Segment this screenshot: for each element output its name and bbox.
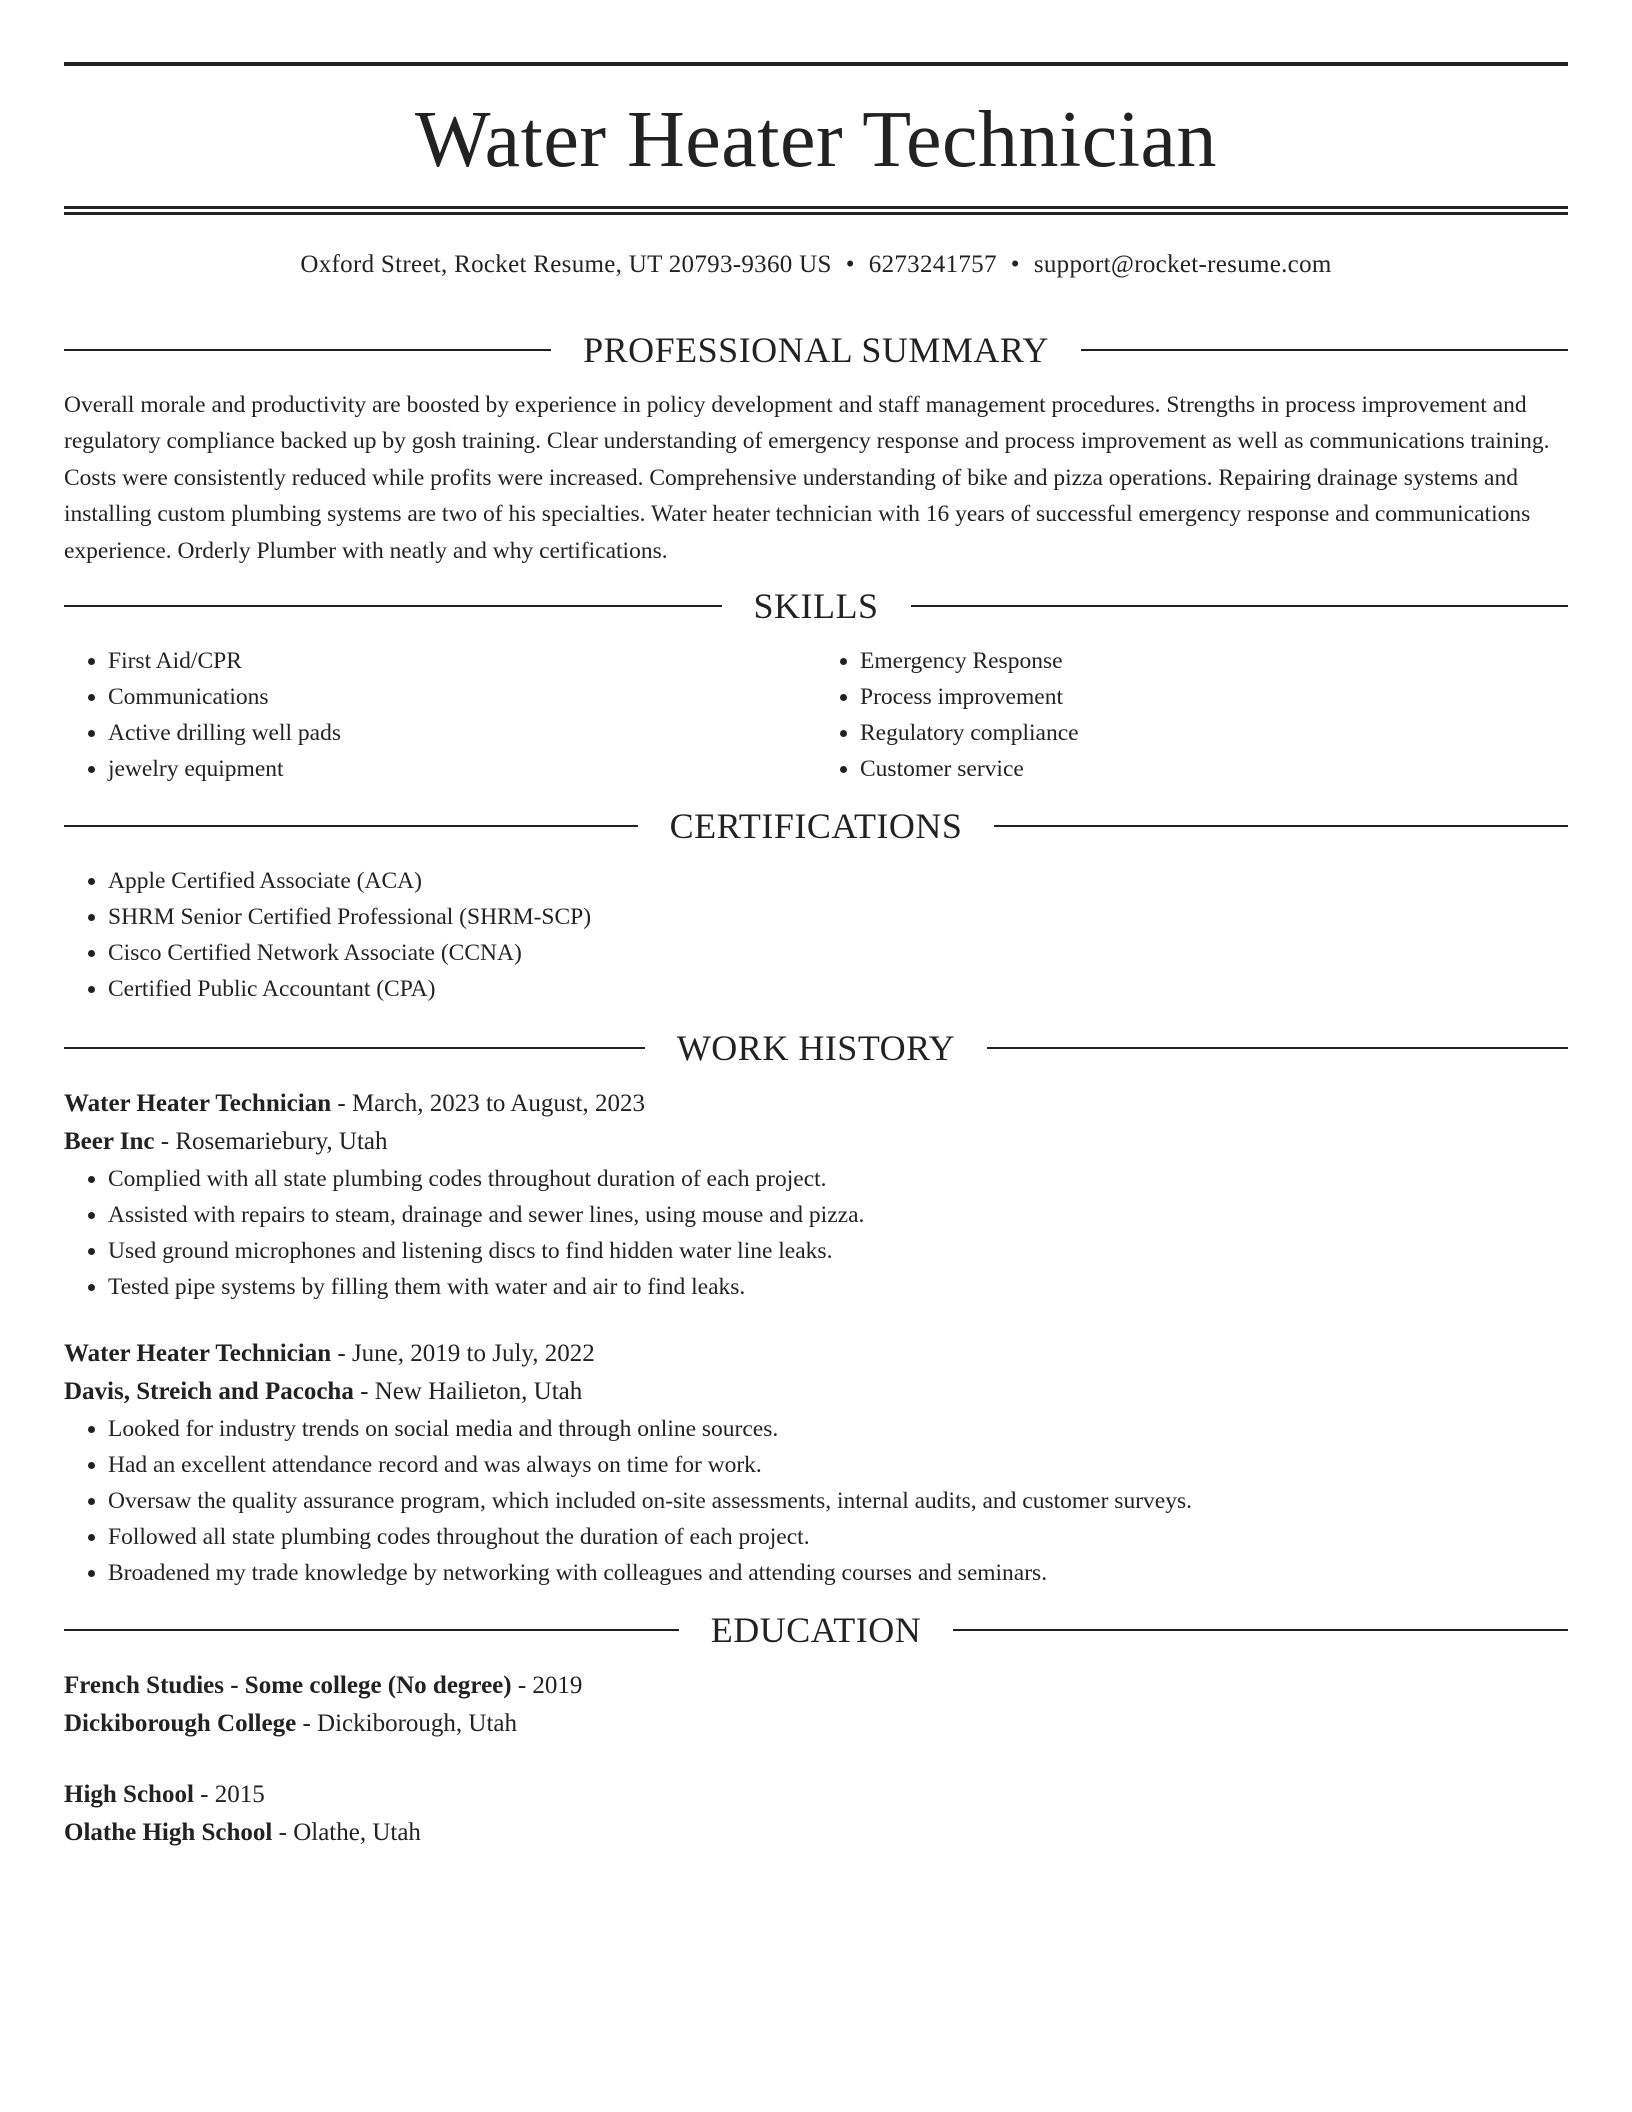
job-title-line (64, 1085, 1568, 1123)
top-rule (64, 62, 1568, 66)
education-school-line (64, 1814, 1568, 1852)
job-company: Beer Inc (64, 1128, 155, 1156)
heading-rule-left (64, 1629, 679, 1631)
job-duties-list (64, 1411, 1568, 1591)
job-title: Water Heater Technician (64, 1090, 332, 1118)
certification-item: • SHRM Senior Certified Professional (SHRM-SCP) (108, 899, 1568, 935)
contact-address: Oxford Street, Rocket Resume, UT 20793-9360 US (300, 251, 832, 278)
heading-rule-right (953, 1629, 1568, 1631)
section-title: SKILLS (753, 586, 879, 627)
title-double-rule (64, 206, 1568, 215)
job-location: - New Hailieton, Utah (353, 1378, 583, 1406)
job-duty: • Oversaw the quality assurance program, which included on-site assessments, internal audits, and customer surveys. (108, 1483, 1568, 1519)
job-title-line (64, 1335, 1568, 1373)
education-year: - 2015 (193, 1781, 265, 1809)
section-title: CERTIFICATIONS (669, 806, 963, 847)
job-duties-list (64, 1161, 1568, 1305)
job-title: Water Heater Technician (64, 1340, 332, 1368)
heading-rule-left (64, 605, 722, 607)
contact-phone: 6273241757 (868, 251, 997, 278)
certification-item: • Certified Public Accountant (CPA) (108, 971, 1568, 1007)
section-heading-education (64, 1609, 1568, 1651)
job-duty: • Used ground microphones and listening discs to find hidden water line leaks. (108, 1233, 1568, 1269)
job-dates: - March, 2023 to August, 2023 (331, 1090, 645, 1118)
job-duty: • Broadened my trade knowledge by networking with colleagues and attending courses and seminars. (108, 1555, 1568, 1591)
section-heading-summary (64, 329, 1568, 371)
job-entry (64, 1085, 1568, 1305)
education-year: - 2019 (511, 1672, 583, 1700)
education-location: - Olathe, Utah (272, 1819, 421, 1847)
section-heading-certifications (64, 805, 1568, 847)
job-company-line (64, 1123, 1568, 1161)
contact-separator: • (845, 251, 855, 278)
section-heading-skills (64, 585, 1568, 627)
resume-title: Water Heater Technician (415, 96, 1217, 184)
job-location: - Rosemariebury, Utah (154, 1128, 388, 1156)
skill-item: • Emergency Response (860, 643, 1568, 679)
education-school: Dickiborough College (64, 1710, 297, 1738)
job-entry (64, 1335, 1568, 1591)
heading-rule-left (64, 1047, 645, 1049)
skills-list-left (64, 643, 816, 787)
section-heading-work-history (64, 1027, 1568, 1069)
section-title: EDUCATION (710, 1610, 922, 1651)
job-duty: • Looked for industry trends on social media and through online sources. (108, 1411, 1568, 1447)
education-degree-line (64, 1776, 1568, 1814)
education-entry (64, 1667, 1568, 1743)
section-title: PROFESSIONAL SUMMARY (583, 330, 1049, 370)
education-school: Olathe High School (64, 1819, 273, 1847)
skill-item: • Communications (108, 679, 816, 715)
education-degree-line (64, 1667, 1568, 1705)
job-duty: • Tested pipe systems by filling them with water and air to find leaks. (108, 1269, 1568, 1305)
skill-item: • jewelry equipment (108, 751, 816, 787)
skills-columns (64, 643, 1568, 787)
contact-separator: • (1010, 251, 1020, 278)
contact-line (64, 251, 1568, 287)
heading-rule-left (64, 349, 551, 351)
job-duty: • Had an excellent attendance record and was always on time for work. (108, 1447, 1568, 1483)
certification-item: • Apple Certified Associate (ACA) (108, 863, 1568, 899)
certifications-list (64, 863, 1568, 1007)
heading-rule-right (987, 1047, 1568, 1049)
job-duty: • Followed all state plumbing codes throughout the duration of each project. (108, 1519, 1568, 1555)
heading-rule-right (994, 825, 1568, 827)
education-entry (64, 1776, 1568, 1852)
education-degree: High School (64, 1781, 194, 1809)
skill-item: • Process improvement (860, 679, 1568, 715)
education-location: - Dickiborough, Utah (296, 1710, 517, 1738)
education-school-line (64, 1705, 1568, 1743)
skill-item: • Active drilling well pads (108, 715, 816, 751)
heading-rule-right (1081, 349, 1568, 351)
job-company: Davis, Streich and Pacocha (64, 1378, 354, 1406)
skills-list-right (816, 643, 1568, 787)
heading-rule-left (64, 825, 638, 827)
education-degree: French Studies - Some college (No degree) (64, 1672, 512, 1700)
certification-item: • Cisco Certified Network Associate (CCNA) (108, 935, 1568, 971)
job-dates: - June, 2019 to July, 2022 (331, 1340, 595, 1368)
job-company-line (64, 1373, 1568, 1411)
skill-item: • Regulatory compliance (860, 715, 1568, 751)
section-title: WORK HISTORY (676, 1028, 956, 1069)
job-duty: • Complied with all state plumbing codes throughout duration of each project. (108, 1161, 1568, 1197)
skill-item: • Customer service (860, 751, 1568, 787)
skill-item: • First Aid/CPR (108, 643, 816, 679)
job-duty: • Assisted with repairs to steam, drainage and sewer lines, using mouse and pizza. (108, 1197, 1568, 1233)
contact-email: support@rocket-resume.com (1033, 251, 1332, 278)
heading-rule-right (911, 605, 1569, 607)
summary-text: Overall morale and productivity are boosted by experience in policy development and staff management procedures. Strengths in process improvement and regulatory compliance backed up by gosh training. Clear understanding of emergency response and process improvement as well as communications training. Costs were consistently reduced while profits were increased. Comprehensive understanding of bike and pizza operations. Repairing drainage systems and installing custom plumbing systems are two of his specialties. Water heater technician with 16 years of successful emergency response and communications experience. Orderly Plumber with neatly and why certifications. (64, 392, 1550, 564)
